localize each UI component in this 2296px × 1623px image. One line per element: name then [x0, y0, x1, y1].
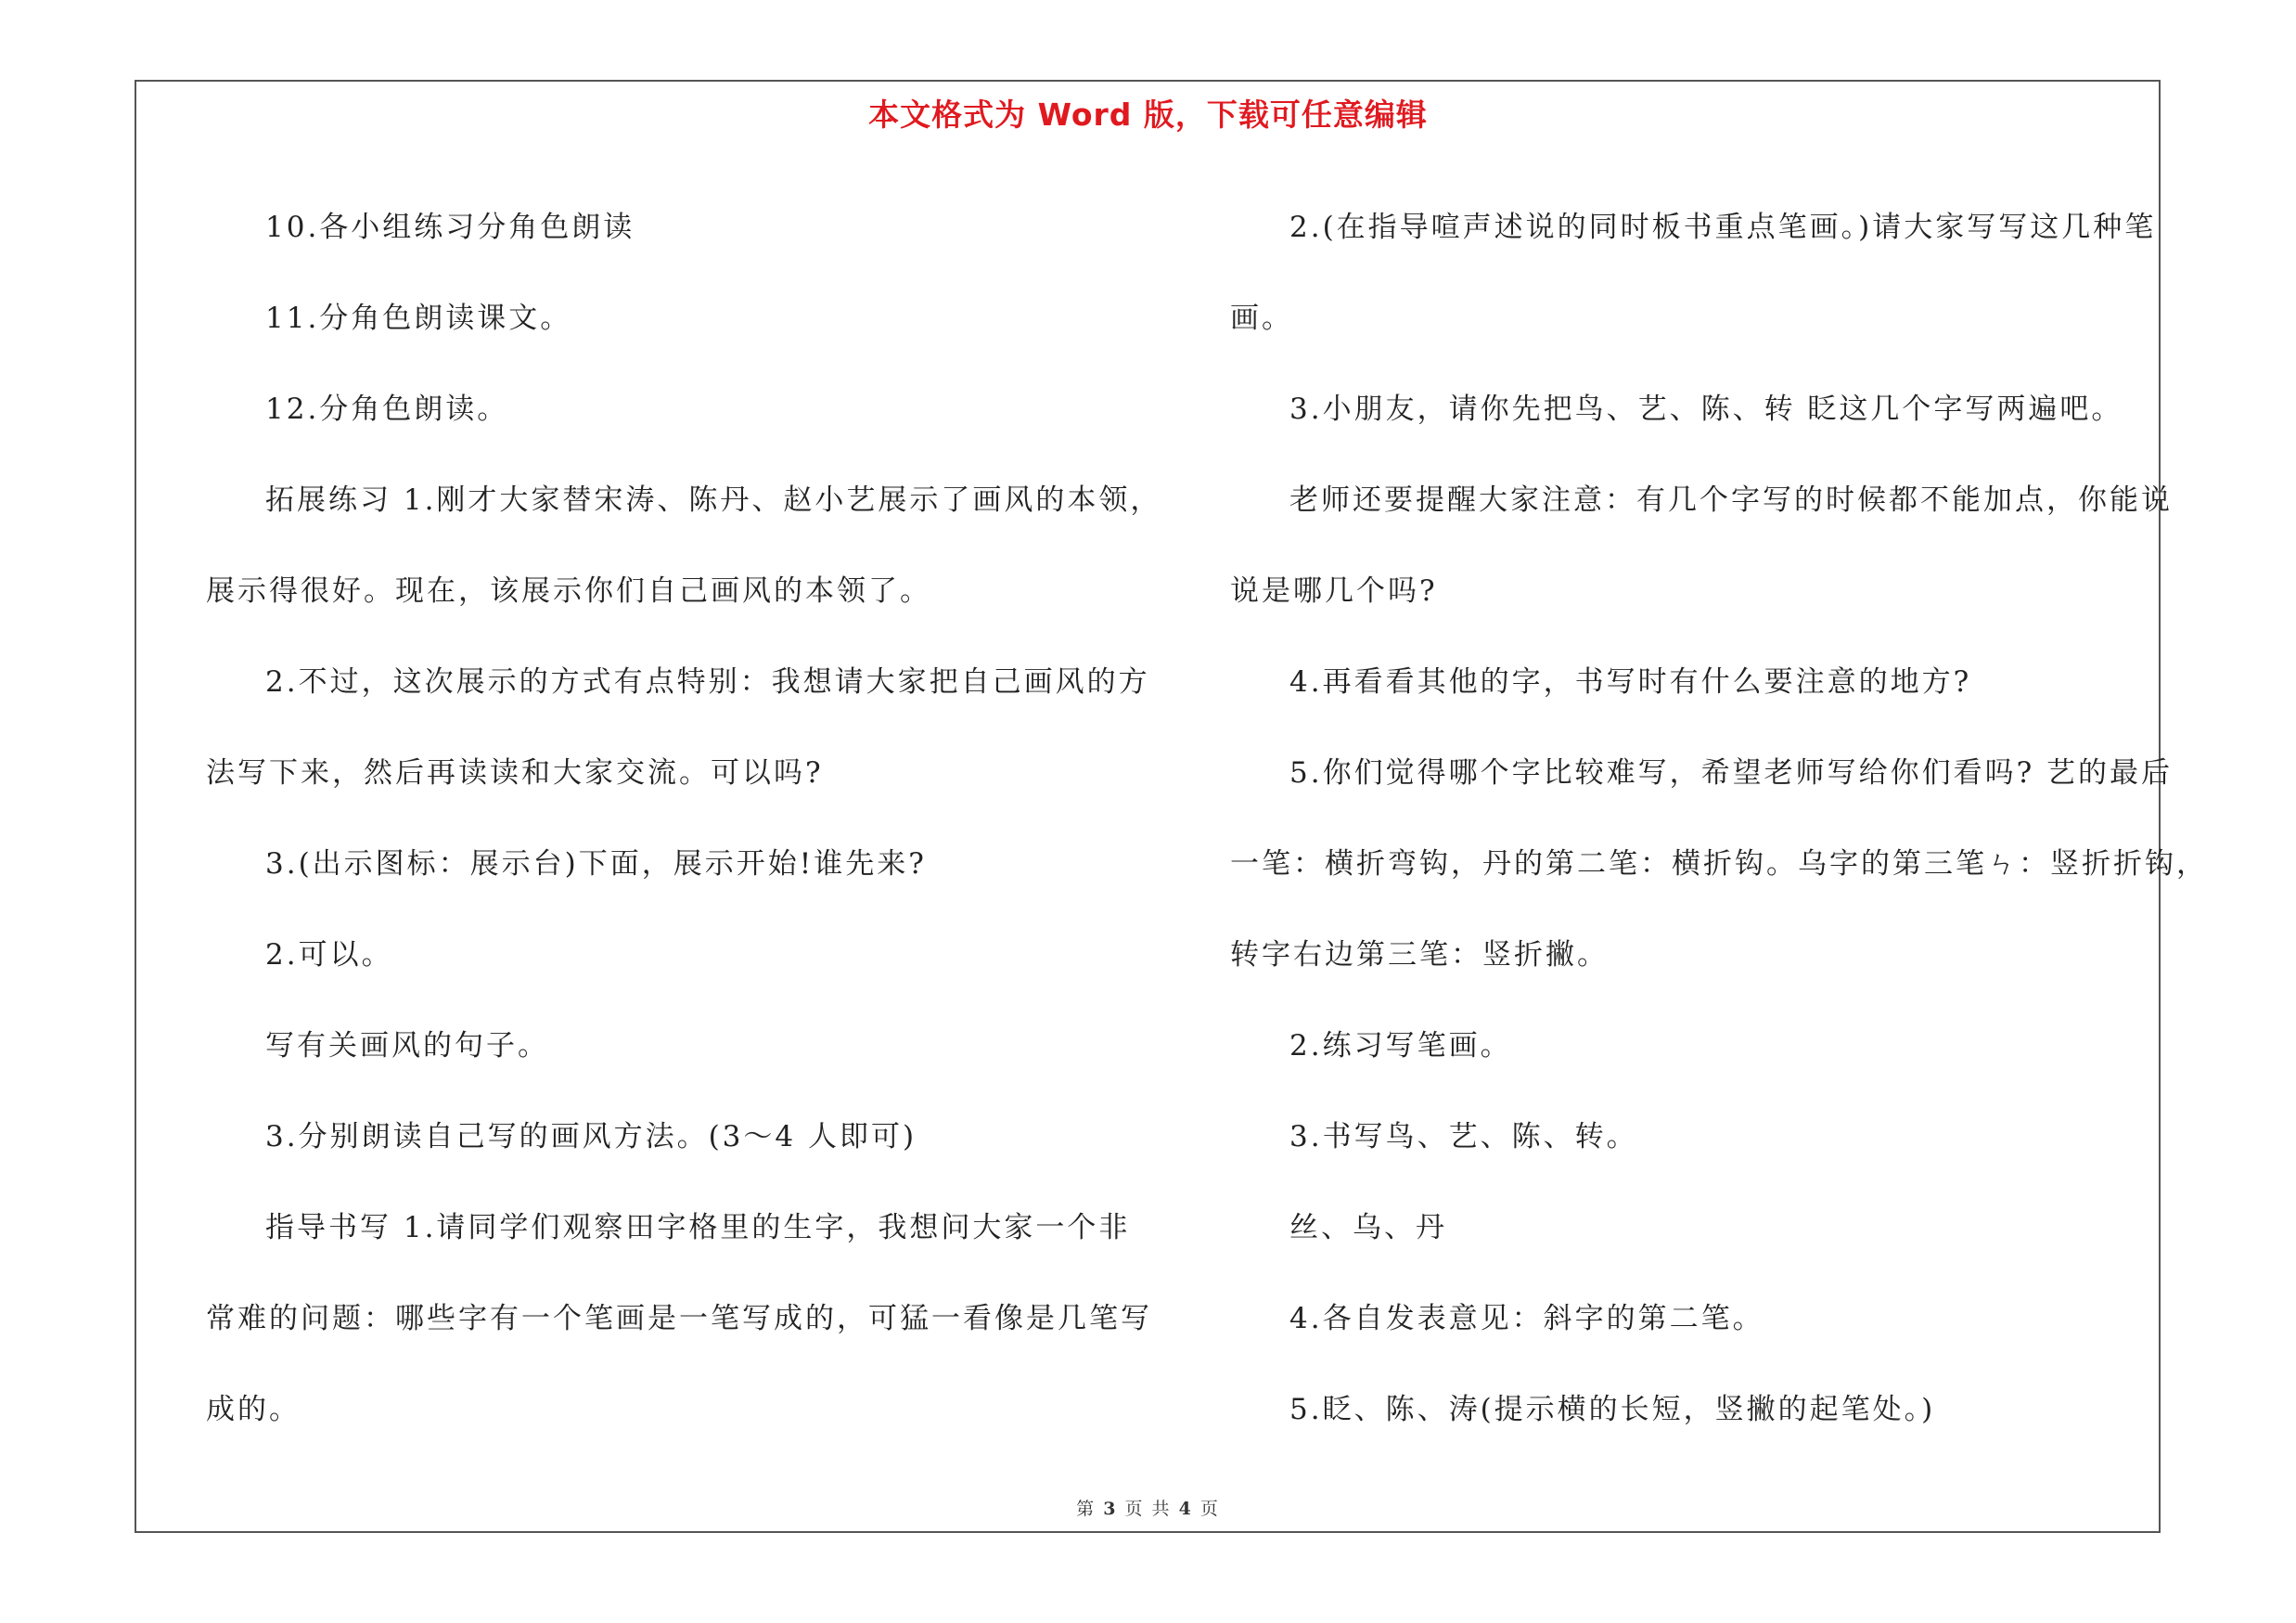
paragraph-line: 拓展练习 1.刚才大家替宋涛、陈丹、赵小艺展示了画风的本领，	[265, 483, 1162, 517]
footer-mid: 页 共	[1124, 1499, 1172, 1519]
paragraph-line: 写有关画风的句子。	[265, 1029, 549, 1063]
word-format-banner: 本文格式为 Word 版，下载可任意编辑	[868, 97, 1428, 133]
footer-suffix: 页	[1199, 1499, 1220, 1519]
right-column	[1230, 182, 2208, 1455]
page-footer	[0, 1495, 2296, 1520]
paragraph-line: 2.不过，这次展示的方式有点特别：我想请大家把自己画风的方	[265, 665, 1150, 699]
footer-current-page: 3	[1103, 1499, 1118, 1519]
paragraph-line: 3.分别朗读自己写的画风方法。(3～4 人即可)	[265, 1120, 917, 1153]
paragraph-line: 10.各小组练习分角色朗读	[265, 211, 635, 244]
footer-total-pages: 4	[1178, 1499, 1193, 1519]
paragraph-line: 5.眨、陈、涛(提示横的长短，竖撇的起笔处。)	[1289, 1393, 1936, 1426]
paragraph-line: 展示得很好。现在，该展示你们自己画风的本领了。	[206, 574, 931, 608]
paragraph-line: 2.(在指导喧声述说的同时板书重点笔画。)请大家写写这几种笔	[1289, 211, 2157, 244]
paragraph-line: 12.分角色朗读。	[265, 393, 509, 426]
paragraph-line: 4.再看看其他的字，书写时有什么要注意的地方?	[1289, 665, 1972, 699]
paragraph-line: 3.(出示图标：展示台)下面，展示开始!谁先来?	[265, 847, 927, 881]
paragraph-line: 3.书写鸟、艺、陈、转。	[1289, 1120, 1638, 1153]
paragraph-line: 成的。	[206, 1393, 301, 1426]
paragraph-line: 指导书写 1.请同学们观察田字格里的生字，我想问大家一个非	[265, 1211, 1131, 1244]
paragraph-line: 5.你们觉得哪个字比较难写，希望老师写给你们看吗? 艺的最后	[1289, 756, 2174, 790]
paragraph-line: 法写下来，然后再读读和大家交流。可以吗?	[206, 756, 824, 790]
paragraph-line: 说是哪几个吗?	[1230, 574, 1438, 608]
paragraph-line: 丝、乌、丹	[1289, 1211, 1447, 1244]
paragraph-line: 4.各自发表意见：斜字的第二笔。	[1289, 1302, 1764, 1335]
paragraph-line: 画。	[1230, 302, 1293, 335]
paragraph-line: 一笔：横折弯钩，丹的第二笔：横折钩。乌字的第三笔ㄣ：竖折折钩，	[1230, 847, 2208, 881]
paragraph-line: 转字右边第三笔：竖折撇。	[1230, 938, 1609, 972]
footer-prefix: 第	[1076, 1499, 1097, 1519]
left-column	[206, 182, 1162, 1455]
paragraph-line: 2.可以。	[265, 938, 393, 972]
paragraph-line: 3.小朋友，请你先把鸟、艺、陈、转 眨这几个字写两遍吧。	[1289, 393, 2123, 426]
paragraph-line: 2.练习写笔画。	[1289, 1029, 1512, 1063]
paragraph-line: 常难的问题：哪些字有一个笔画是一笔写成的，可猛一看像是几笔写	[206, 1302, 1152, 1335]
paragraph-line: 老师还要提醒大家注意：有几个字写的时候都不能加点，你能说	[1289, 483, 2173, 517]
paragraph-line: 11.分角色朗读课文。	[265, 302, 572, 335]
